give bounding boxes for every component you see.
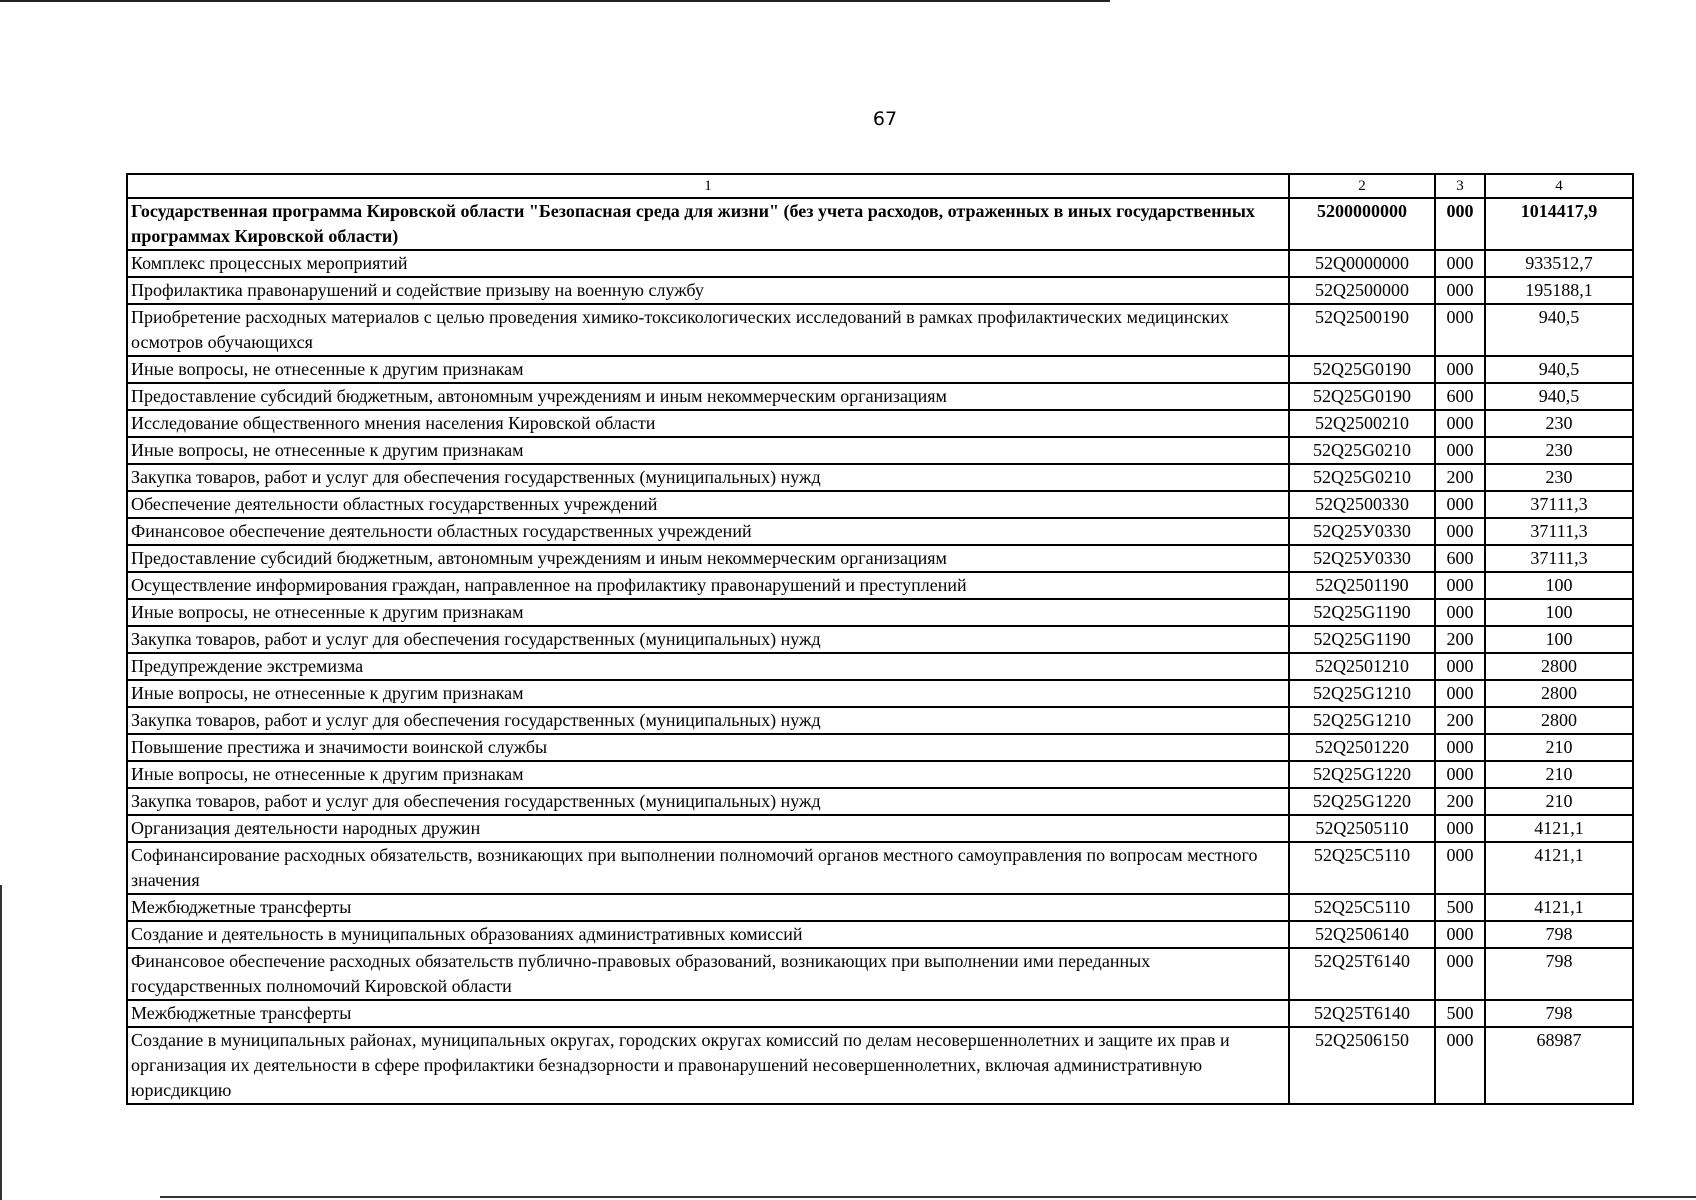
table-row: [127, 894, 1633, 921]
row-sum-cell: 37111,3: [1485, 491, 1633, 518]
row-name-cell: Иные вопросы, не отнесенные к другим признакам: [127, 437, 1289, 464]
row-sum-cell: 933512,7: [1485, 250, 1633, 277]
row-sum-cell: 210: [1485, 734, 1633, 761]
row-name-cell: Комплекс процессных мероприятий: [127, 250, 1289, 277]
table-row: [127, 653, 1633, 680]
row-code-cell: 52Q2505110: [1289, 815, 1435, 842]
row-sum-cell: 798: [1485, 948, 1633, 1000]
row-code-cell: 52Q0000000: [1289, 250, 1435, 277]
table-row: [127, 761, 1633, 788]
row-type-cell: 000: [1435, 680, 1485, 707]
table-row: [127, 921, 1633, 948]
row-name-cell: Финансовое обеспечение деятельности областных государственных учреждений: [127, 518, 1289, 545]
row-sum-cell: 210: [1485, 761, 1633, 788]
row-name-cell: Закупка товаров, работ и услуг для обеспечения государственных (муниципальных) нужд: [127, 626, 1289, 653]
row-type-cell: 200: [1435, 464, 1485, 491]
table-row: [127, 491, 1633, 518]
row-name-cell: Закупка товаров, работ и услуг для обеспечения государственных (муниципальных) нужд: [127, 464, 1289, 491]
table-row: [127, 842, 1633, 894]
row-type-cell: 000: [1435, 1027, 1485, 1104]
row-sum-cell: 100: [1485, 572, 1633, 599]
row-code-cell: 52Q25G0210: [1289, 437, 1435, 464]
table-row: [127, 410, 1633, 437]
scan-top-rule: [0, 0, 1110, 2]
table-row: [127, 734, 1633, 761]
column-header-code: 2: [1289, 174, 1435, 198]
row-code-cell: 52Q25G1190: [1289, 599, 1435, 626]
row-type-cell: 600: [1435, 545, 1485, 572]
row-code-cell: 52Q2500190: [1289, 304, 1435, 356]
row-sum-cell: 940,5: [1485, 304, 1633, 356]
table-row: [127, 1000, 1633, 1027]
row-type-cell: 000: [1435, 815, 1485, 842]
table-row: [127, 383, 1633, 410]
row-sum-cell: 1014417,9: [1485, 198, 1633, 250]
row-name-cell: Межбюджетные трансферты: [127, 894, 1289, 921]
table-row: [127, 464, 1633, 491]
row-type-cell: 000: [1435, 304, 1485, 356]
row-type-cell: 200: [1435, 788, 1485, 815]
row-sum-cell: 230: [1485, 464, 1633, 491]
row-code-cell: 52Q2501190: [1289, 572, 1435, 599]
row-type-cell: 000: [1435, 734, 1485, 761]
row-type-cell: 000: [1435, 491, 1485, 518]
row-code-cell: 52Q2500330: [1289, 491, 1435, 518]
row-name-cell: Предоставление субсидий бюджетным, автономным учреждениям и иным некоммерческим организациям: [127, 545, 1289, 572]
row-code-cell: 52Q25G0190: [1289, 383, 1435, 410]
row-code-cell: 52Q25G1210: [1289, 707, 1435, 734]
row-code-cell: 52Q25G0190: [1289, 356, 1435, 383]
table-row: [127, 788, 1633, 815]
row-name-cell: Повышение престижа и значимости воинской службы: [127, 734, 1289, 761]
column-header-sum: 4: [1485, 174, 1633, 198]
row-sum-cell: 100: [1485, 599, 1633, 626]
row-sum-cell: 230: [1485, 437, 1633, 464]
row-type-cell: 000: [1435, 599, 1485, 626]
row-type-cell: 000: [1435, 410, 1485, 437]
row-sum-cell: 100: [1485, 626, 1633, 653]
row-sum-cell: 2800: [1485, 653, 1633, 680]
row-code-cell: 52Q25Т6140: [1289, 1000, 1435, 1027]
row-code-cell: 52Q2500000: [1289, 277, 1435, 304]
row-code-cell: 52Q25У0330: [1289, 545, 1435, 572]
row-code-cell: 52Q25G1210: [1289, 680, 1435, 707]
table-row: [127, 680, 1633, 707]
row-code-cell: 52Q25G1220: [1289, 761, 1435, 788]
row-name-cell: Закупка товаров, работ и услуг для обеспечения государственных (муниципальных) нужд: [127, 707, 1289, 734]
row-type-cell: 000: [1435, 572, 1485, 599]
row-name-cell: Иные вопросы, не отнесенные к другим признакам: [127, 356, 1289, 383]
row-type-cell: 000: [1435, 277, 1485, 304]
row-sum-cell: 4121,1: [1485, 894, 1633, 921]
row-code-cell: 52Q2500210: [1289, 410, 1435, 437]
table-row: [127, 518, 1633, 545]
scan-left-rule: [0, 885, 2, 1200]
row-sum-cell: 2800: [1485, 707, 1633, 734]
row-sum-cell: 37111,3: [1485, 518, 1633, 545]
row-code-cell: 52Q2501220: [1289, 734, 1435, 761]
row-code-cell: 52Q2506150: [1289, 1027, 1435, 1104]
page-number: 67: [872, 108, 898, 130]
table-row: [127, 626, 1633, 653]
table-row: [127, 437, 1633, 464]
row-name-cell: Софинансирование расходных обязательств, возникающих при выполнении полномочий органов местного самоуправления по вопросам местного значения: [127, 842, 1289, 894]
row-type-cell: 000: [1435, 921, 1485, 948]
row-sum-cell: 798: [1485, 1000, 1633, 1027]
row-name-cell: Предоставление субсидий бюджетным, автономным учреждениям и иным некоммерческим организациям: [127, 383, 1289, 410]
row-name-cell: Осуществление информирования граждан, направленное на профилактику правонарушений и преступлений: [127, 572, 1289, 599]
row-code-cell: 52Q2506140: [1289, 921, 1435, 948]
row-code-cell: 52Q25G0210: [1289, 464, 1435, 491]
table-row: [127, 198, 1633, 250]
row-type-cell: 000: [1435, 761, 1485, 788]
table-row: [127, 815, 1633, 842]
row-name-cell: Предупреждение экстремизма: [127, 653, 1289, 680]
row-type-cell: 000: [1435, 356, 1485, 383]
table-row: [127, 1027, 1633, 1104]
column-header-type: 3: [1435, 174, 1485, 198]
table-row: [127, 599, 1633, 626]
row-code-cell: 52Q25G1190: [1289, 626, 1435, 653]
row-type-cell: 200: [1435, 626, 1485, 653]
row-name-cell: Закупка товаров, работ и услуг для обеспечения государственных (муниципальных) нужд: [127, 788, 1289, 815]
row-name-cell: Финансовое обеспечение расходных обязательств публично-правовых образований, возникающих при выполнении ими переданных государственных полномочий Кировской области: [127, 948, 1289, 1000]
budget-table: [126, 173, 1634, 1105]
row-name-cell: Иные вопросы, не отнесенные к другим признакам: [127, 599, 1289, 626]
row-code-cell: 52Q25С5110: [1289, 842, 1435, 894]
row-type-cell: 000: [1435, 842, 1485, 894]
row-code-cell: 52Q25Т6140: [1289, 948, 1435, 1000]
row-name-cell: Иные вопросы, не отнесенные к другим признакам: [127, 761, 1289, 788]
row-type-cell: 500: [1435, 1000, 1485, 1027]
row-name-cell: Обеспечение деятельности областных государственных учреждений: [127, 491, 1289, 518]
row-type-cell: 200: [1435, 707, 1485, 734]
table-row: [127, 304, 1633, 356]
row-sum-cell: 230: [1485, 410, 1633, 437]
table-header-row: [127, 174, 1633, 198]
table-row: [127, 545, 1633, 572]
row-name-cell: Исследование общественного мнения населения Кировской области: [127, 410, 1289, 437]
row-name-cell: Профилактика правонарушений и содействие призыву на военную службу: [127, 277, 1289, 304]
row-name-cell: Создание в муниципальных районах, муниципальных округах, городских округах комиссий по делам несовершеннолетних и защите их прав и организация их деятельности в сфере профилактики безнадзорности и правонарушений несовершеннолетних, включая административную юрисдикцию: [127, 1027, 1289, 1104]
table-row: [127, 572, 1633, 599]
row-code-cell: 52Q25С5110: [1289, 894, 1435, 921]
row-type-cell: 000: [1435, 250, 1485, 277]
row-sum-cell: 68987: [1485, 1027, 1633, 1104]
table-row: [127, 707, 1633, 734]
row-sum-cell: 2800: [1485, 680, 1633, 707]
column-header-name: 1: [127, 174, 1289, 198]
row-name-cell: Государственная программа Кировской области "Безопасная среда для жизни" (без учета расходов, отраженных в иных государственных программах Кировской области): [127, 198, 1289, 250]
table-row: [127, 356, 1633, 383]
row-type-cell: 000: [1435, 437, 1485, 464]
row-name-cell: Организация деятельности народных дружин: [127, 815, 1289, 842]
row-code-cell: 52Q2501210: [1289, 653, 1435, 680]
row-sum-cell: 210: [1485, 788, 1633, 815]
row-type-cell: 600: [1435, 383, 1485, 410]
row-code-cell: 52Q25G1220: [1289, 788, 1435, 815]
row-type-cell: 000: [1435, 518, 1485, 545]
table-body: [127, 198, 1633, 1104]
row-type-cell: 000: [1435, 948, 1485, 1000]
row-sum-cell: 37111,3: [1485, 545, 1633, 572]
row-sum-cell: 4121,1: [1485, 842, 1633, 894]
row-sum-cell: 940,5: [1485, 356, 1633, 383]
row-type-cell: 000: [1435, 198, 1485, 250]
row-code-cell: 52Q25У0330: [1289, 518, 1435, 545]
row-code-cell: 5200000000: [1289, 198, 1435, 250]
table-row: [127, 948, 1633, 1000]
row-sum-cell: 940,5: [1485, 383, 1633, 410]
row-sum-cell: 4121,1: [1485, 815, 1633, 842]
row-name-cell: Создание и деятельность в муниципальных образованиях административных комиссий: [127, 921, 1289, 948]
row-type-cell: 500: [1435, 894, 1485, 921]
table-row: [127, 277, 1633, 304]
row-name-cell: Межбюджетные трансферты: [127, 1000, 1289, 1027]
row-name-cell: Приобретение расходных материалов с целью проведения химико-токсикологических исследований в рамках профилактических медицинских осмотров обучающихся: [127, 304, 1289, 356]
row-sum-cell: 195188,1: [1485, 277, 1633, 304]
row-sum-cell: 798: [1485, 921, 1633, 948]
row-type-cell: 000: [1435, 653, 1485, 680]
scan-bottom-rule: [160, 1196, 1696, 1198]
table-row: [127, 250, 1633, 277]
row-name-cell: Иные вопросы, не отнесенные к другим признакам: [127, 680, 1289, 707]
